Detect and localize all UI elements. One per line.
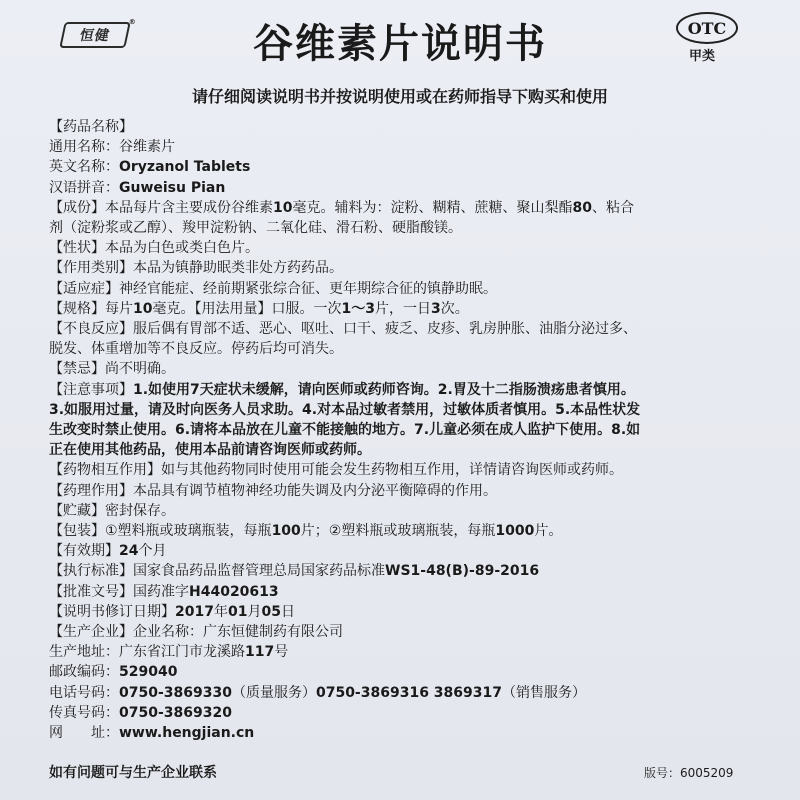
text-segment: 3.如服用过量，请及时向医务人员求助。4.对本品过敏者禁用，过敏体质者慎用。5.本品性状发 bbox=[49, 401, 641, 418]
text-segment: 100 bbox=[271, 523, 301, 540]
text-segment: 片；②塑料瓶或玻璃瓶装，每瓶 bbox=[300, 523, 496, 540]
text-line bbox=[49, 561, 767, 581]
text-segment: （销售服务） bbox=[502, 684, 586, 701]
registered-mark: ® bbox=[128, 18, 137, 26]
text-line bbox=[49, 117, 767, 137]
text-line bbox=[49, 521, 767, 541]
otc-category: 甲类 bbox=[689, 49, 716, 64]
usage-instruction: 请仔细阅读说明书并按说明使用或在药师指导下购买和使用 bbox=[191, 87, 608, 106]
text-line bbox=[49, 703, 767, 723]
text-line bbox=[49, 440, 767, 460]
text-segment: 【性状】本品为白色或类白色片。 bbox=[49, 240, 259, 257]
text-line bbox=[49, 582, 767, 602]
text-segment: 0750-3869320 bbox=[119, 704, 232, 721]
leaflet-body bbox=[49, 117, 767, 743]
document-title: 谷维素片说明书 bbox=[253, 20, 547, 67]
text-line bbox=[49, 137, 767, 157]
text-segment: 【贮藏】密封保存。 bbox=[49, 502, 175, 519]
text-line bbox=[49, 198, 767, 218]
text-segment: 电话号码： bbox=[49, 684, 119, 701]
text-segment: 1000 bbox=[495, 523, 535, 540]
text-segment: 【有效期】 bbox=[49, 543, 119, 560]
text-segment: 【执行标准】国家食品药品监督管理总局国家药品标准 bbox=[49, 563, 385, 580]
text-segment: 【注意事项】 bbox=[49, 381, 133, 398]
text-line bbox=[49, 541, 767, 561]
contact-note: 如有问题可与生产企业联系 bbox=[49, 765, 217, 781]
text-segment: 汉语拼音： bbox=[49, 179, 119, 196]
text-segment: 117 bbox=[245, 644, 275, 661]
text-segment: Guweisu Pian bbox=[119, 179, 226, 196]
text-segment: 邮政编码： bbox=[49, 664, 119, 681]
text-segment: 【包装】①塑料瓶或玻璃瓶装，每瓶 bbox=[49, 523, 272, 540]
text-segment: 【成份】本品每片含主要成份谷维素 bbox=[49, 199, 273, 216]
text-segment: www.hengjian.cn bbox=[119, 725, 255, 742]
text-segment: 2017 bbox=[175, 603, 214, 620]
text-segment: 【药理作用】本品具有调节植物神经功能失调及内分泌平衡障碍的作用。 bbox=[49, 482, 497, 499]
text-segment: 【作用类别】本品为镇静助眠类非处方药药品。 bbox=[49, 260, 343, 277]
text-segment: 【规格】每片 bbox=[49, 300, 133, 317]
text-line bbox=[49, 279, 767, 299]
text-segment: 月 bbox=[247, 603, 262, 620]
text-segment: 个月 bbox=[138, 543, 167, 560]
text-segment: 谷维素片 bbox=[119, 139, 175, 156]
text-segment: 【药品名称】 bbox=[49, 119, 133, 135]
text-segment: H44020613 bbox=[189, 583, 279, 600]
text-segment: 生产地址：广东省江门市龙溪路 bbox=[49, 644, 245, 661]
text-segment: 正在使用其他药品，使用本品前请咨询医师或药师。 bbox=[49, 442, 371, 459]
text-line bbox=[49, 339, 767, 359]
text-segment: 【批准文号】国药准字 bbox=[49, 583, 189, 600]
text-segment: 【生产企业】企业名称：广东恒健制药有限公司 bbox=[49, 624, 343, 641]
text-segment: 01 bbox=[227, 603, 248, 620]
text-segment: 10 bbox=[133, 300, 153, 317]
text-line bbox=[49, 238, 767, 258]
text-segment: WS1-48(B)-89-2016 bbox=[385, 563, 540, 580]
text-segment: 日 bbox=[280, 603, 295, 620]
text-segment: 【说明书修订日期】 bbox=[49, 603, 175, 620]
text-line bbox=[49, 501, 767, 521]
text-segment: 网 址： bbox=[49, 725, 119, 742]
text-segment: 年 bbox=[213, 603, 228, 620]
text-line bbox=[49, 460, 767, 480]
text-segment: 片。 bbox=[534, 523, 563, 540]
text-segment: 毫克。【用法用量】口服。一次 bbox=[152, 300, 342, 317]
text-segment: 脱发、体重增加等不良反应。停药后均可消失。 bbox=[49, 341, 343, 358]
text-segment: 传真号码： bbox=[49, 704, 119, 721]
text-segment: 【不良反应】服后偶有胃部不适、恶心、呕吐、口干、疲乏、皮疹、乳房肿胀、油脂分泌过多、 bbox=[49, 321, 637, 338]
text-segment: 10 bbox=[273, 199, 293, 216]
text-line bbox=[49, 481, 767, 501]
text-segment: 24 bbox=[119, 543, 139, 560]
text-line bbox=[49, 380, 767, 400]
text-segment: 号 bbox=[274, 644, 289, 661]
text-segment: 【适应症】神经官能症、经前期紧张综合征、更年期综合征的镇静助眠。 bbox=[49, 280, 497, 297]
text-segment: （质量服务） bbox=[231, 684, 316, 701]
text-segment: Oryzanol Tablets bbox=[119, 159, 251, 176]
text-segment: 0750-3869330 bbox=[119, 684, 232, 701]
text-segment: 英文名称： bbox=[49, 159, 119, 176]
text-segment: 生改变时禁止使用。6.请将本品放在儿童不能接触的地方。7.儿童必须在成人监护下使用。8.如 bbox=[49, 422, 641, 439]
text-segment: 【药物相互作用】如与其他药物同时使用可能会发生药物相互作用，详情请咨询医师或药师。 bbox=[49, 462, 623, 479]
text-segment: 529040 bbox=[119, 664, 178, 681]
text-segment: 剂（淀粉浆或乙醇）、羧甲淀粉钠、二氧化硅、滑石粉、硬脂酸镁。 bbox=[49, 220, 462, 237]
text-segment: 、粘合 bbox=[591, 199, 634, 216]
text-line bbox=[49, 662, 767, 682]
text-segment: 80 bbox=[572, 199, 592, 216]
text-line bbox=[49, 218, 767, 238]
text-segment: 3 bbox=[430, 300, 441, 317]
text-segment: 【禁忌】尚不明确。 bbox=[49, 361, 175, 378]
text-segment: 毫克。辅料为：淀粉、糊精、蔗糖、聚山梨酯 bbox=[292, 199, 573, 216]
otc-badge: OTC bbox=[676, 12, 738, 44]
text-line bbox=[49, 178, 767, 198]
text-segment: 次。 bbox=[440, 300, 469, 317]
text-line bbox=[49, 420, 767, 440]
text-line bbox=[49, 602, 767, 622]
version-number: 版号：6005209 bbox=[644, 766, 734, 780]
text-line bbox=[49, 157, 767, 177]
text-line bbox=[49, 299, 767, 319]
text-segment: 片，一日 bbox=[374, 300, 431, 317]
text-segment: 1～3 bbox=[341, 300, 375, 317]
text-line bbox=[49, 642, 767, 662]
text-line bbox=[49, 400, 767, 420]
text-line bbox=[49, 359, 767, 379]
text-segment: 1.如使用7天症状未缓解，请向医师或药师咨询。2.胃及十二指肠溃疡患者慎用。 bbox=[133, 381, 635, 398]
text-line bbox=[49, 622, 767, 642]
text-segment: 05 bbox=[261, 603, 281, 620]
text-line bbox=[49, 319, 767, 339]
text-segment: 0750-3869316 3869317 bbox=[315, 684, 502, 701]
text-line bbox=[49, 258, 767, 278]
text-segment: 通用名称： bbox=[49, 139, 119, 156]
text-line bbox=[49, 723, 767, 743]
text-line bbox=[49, 683, 767, 703]
brand-logo-text: 恒健 bbox=[78, 28, 112, 44]
